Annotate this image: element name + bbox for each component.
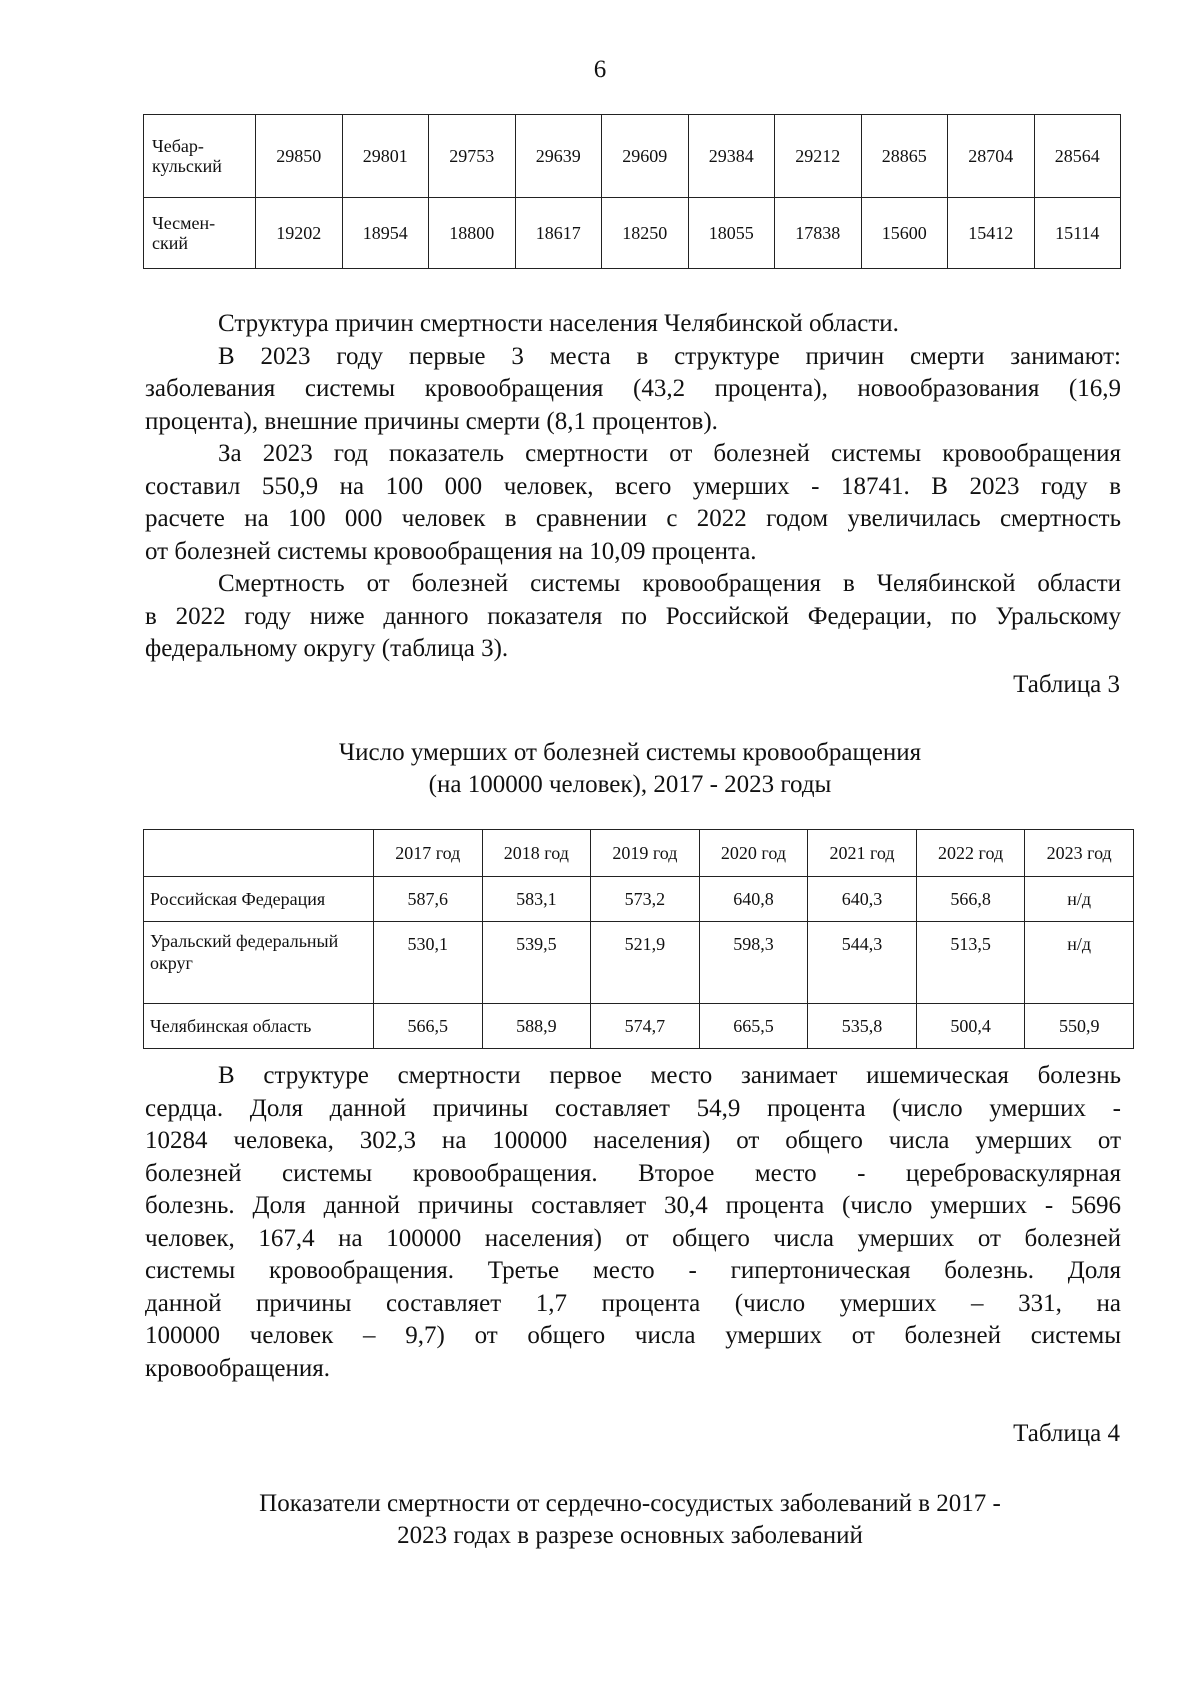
value-cell: 28564 [1034,115,1121,198]
header-cell: 2018 год [482,830,591,877]
district-name-cell: Чесмен- ский [144,198,256,269]
value-cell: 29801 [342,115,429,198]
table-row [144,922,1134,1004]
value-cell: 17838 [775,198,862,269]
value-cell: 18250 [602,198,689,269]
text-line: 100000 человек – 9,7) от общего числа умерших от болезней системы [145,1322,1121,1349]
value-cell: 550,9 [1025,1004,1134,1049]
value-cell: 640,3 [808,877,917,922]
header-cell: 2020 год [699,830,808,877]
value-cell: 19202 [256,198,343,269]
table4-title-line: 2023 годах в разрезе основных заболеваний [397,1522,863,1549]
value-cell: 566,5 [374,1004,483,1049]
value-cell: 29212 [775,115,862,198]
table4-title [0,1488,1200,1552]
value-cell: 18954 [342,198,429,269]
value-cell: 535,8 [808,1004,917,1049]
table-row [144,1004,1134,1049]
text-line: от болезней системы кровообращения на 10,09 процента. [145,537,757,565]
value-cell: 18617 [515,198,602,269]
value-cell: 587,6 [374,877,483,922]
value-cell: 574,7 [591,1004,700,1049]
table-row [144,115,1121,198]
table3-title [0,737,1200,801]
value-cell: 539,5 [482,922,591,1004]
table3-title-line: Число умерших от болезней системы кровообращения [338,739,922,766]
value-cell: 29850 [256,115,343,198]
text-line: Смертность от болезней системы кровообращения в Челябинской области [218,570,1121,597]
value-cell: 530,1 [374,922,483,1004]
header-cell: 2022 год [916,830,1025,877]
section1-text [145,308,1121,666]
value-cell: 544,3 [808,922,917,1004]
value-cell: 598,3 [699,922,808,1004]
region-name-cell: Челябинская область [144,1004,374,1049]
population-table [143,114,1121,269]
text-line: В 2023 году первые 3 места в структуре причин смерти занимают: [218,342,1121,370]
text-line: федеральному округу (таблица 3). [145,635,509,662]
value-cell: 573,2 [591,877,700,922]
table3-title-line: (на 100000 человек), 2017 - 2023 годы [428,771,832,798]
value-cell: 18055 [688,198,775,269]
value-cell: 521,9 [591,922,700,1004]
text-line: расчете на 100 000 человек в сравнении с 2022 годом увеличилась смертность [145,505,1121,532]
value-cell: 583,1 [482,877,591,922]
table-row [144,198,1121,269]
value-cell: 513,5 [916,922,1025,1004]
text-line: 10284 человека, 302,3 на 100000 населения) от общего числа умерших от [145,1127,1121,1154]
section1-heading: Структура причин смертности населения Челябинской области. [218,310,899,337]
header-cell: 2023 год [1025,830,1134,877]
text-line: За 2023 год показатель смертности от болезней системы кровообращения [218,440,1121,467]
value-cell: 500,4 [916,1004,1025,1049]
text-line: сердца. Доля данной причины составляет 54,9 процента (число умерших - [145,1094,1121,1122]
table4-label: Таблица 4 [1013,1420,1120,1447]
text-line: данной причины составляет 1,7 процента (число умерших – 331, на [145,1289,1121,1317]
region-name-cell: Российская Федерация [144,877,374,922]
value-cell: н/д [1025,877,1134,922]
table-row [144,877,1134,922]
table-header-row [144,830,1134,877]
text-line: болезнь. Доля данной причины составляет 30,4 процента (число умерших - 5696 [145,1192,1121,1219]
section2-text [145,1060,1121,1385]
value-cell: 15114 [1034,198,1121,269]
value-cell: 18800 [429,198,516,269]
text-line: системы кровообращения. Третье место - гипертоническая болезнь. Доля [145,1257,1121,1284]
text-line: человек, 167,4 на 100000 населения) от общего числа умерших от болезней [145,1224,1121,1252]
text-line: составил 550,9 на 100 000 человек, всего умерших - 18741. В 2023 году в [145,472,1121,500]
text-line: кровообращения. [145,1354,330,1382]
value-cell: 588,9 [482,1004,591,1049]
text-line: процента), внешние причины смерти (8,1 процентов). [145,407,718,435]
text-line: в 2022 году ниже данного показателя по Российской Федерации, по Уральскому [145,602,1121,630]
value-cell: 665,5 [699,1004,808,1049]
value-cell: 29384 [688,115,775,198]
text-line: болезней системы кровообращения. Второе место - цереброваскулярная [145,1159,1121,1187]
value-cell: 566,8 [916,877,1025,922]
table3 [143,829,1134,1049]
header-cell: 2021 год [808,830,917,877]
value-cell: 28704 [948,115,1035,198]
page-number: 6 [593,56,607,83]
header-cell: 2019 год [591,830,700,877]
value-cell: 29639 [515,115,602,198]
region-name-cell: Уральский федеральный округ [144,922,374,1004]
text-line: В структуре смертности первое место занимает ишемическая болезнь [218,1062,1121,1089]
header-empty-cell [144,830,374,877]
value-cell: н/д [1025,922,1134,1004]
table4-title-line: Показатели смертности от сердечно-сосудистых заболеваний в 2017 - [259,1490,1001,1517]
value-cell: 15600 [861,198,948,269]
text-line: заболевания системы кровообращения (43,2 процента), новообразования (16,9 [145,375,1121,402]
value-cell: 15412 [948,198,1035,269]
header-cell: 2017 год [374,830,483,877]
value-cell: 28865 [861,115,948,198]
value-cell: 29609 [602,115,689,198]
district-name-cell: Чебар- кульский [144,115,256,198]
value-cell: 640,8 [699,877,808,922]
table3-label: Таблица 3 [1013,671,1120,698]
value-cell: 29753 [429,115,516,198]
